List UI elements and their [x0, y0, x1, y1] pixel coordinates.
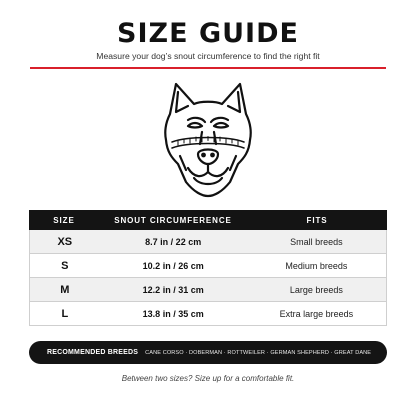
dog-head-icon [158, 78, 258, 202]
table-row [29, 230, 387, 254]
circumference-cell: 12.2 in / 31 cm [142, 284, 204, 295]
recommended-breeds-banner [29, 341, 387, 364]
fits-cell: Large breeds [289, 284, 343, 295]
size-cell: L [61, 307, 69, 320]
table-row [29, 254, 387, 278]
page-subtitle: Measure your dog’s snout circumference to find the right fit [96, 51, 320, 61]
table-header [29, 210, 387, 230]
page-title: SIZE GUIDE [117, 18, 299, 49]
table-row [29, 278, 387, 302]
circumference-cell: 10.2 in / 26 cm [142, 260, 204, 271]
header-size: SIZE [53, 215, 75, 225]
table-body [29, 230, 387, 326]
header-circumference: SNOUT CIRCUMFERENCE [114, 215, 232, 225]
size-cell: XS [57, 235, 73, 248]
fits-cell: Small breeds [290, 236, 343, 247]
circumference-cell: 13.8 in / 35 cm [142, 308, 204, 319]
breeds-list: CANE CORSO · DOBERMAN · ROTTWEILER · GERMAN SHEPHERD · GREAT DANE [145, 349, 372, 356]
header-fits: FITS [306, 215, 328, 225]
accent-divider [30, 67, 386, 69]
size-cell: S [61, 259, 69, 272]
fits-cell: Extra large breeds [279, 308, 354, 319]
footer-note: Between two sizes? Size up for a comfortable fit. [121, 374, 295, 383]
breeds-label: RECOMMENDED BREEDS [47, 349, 139, 356]
fits-cell: Medium breeds [285, 260, 348, 271]
table-row [29, 302, 387, 326]
size-cell: M [60, 283, 70, 296]
size-table [29, 210, 387, 326]
circumference-cell: 8.7 in / 22 cm [145, 236, 202, 247]
